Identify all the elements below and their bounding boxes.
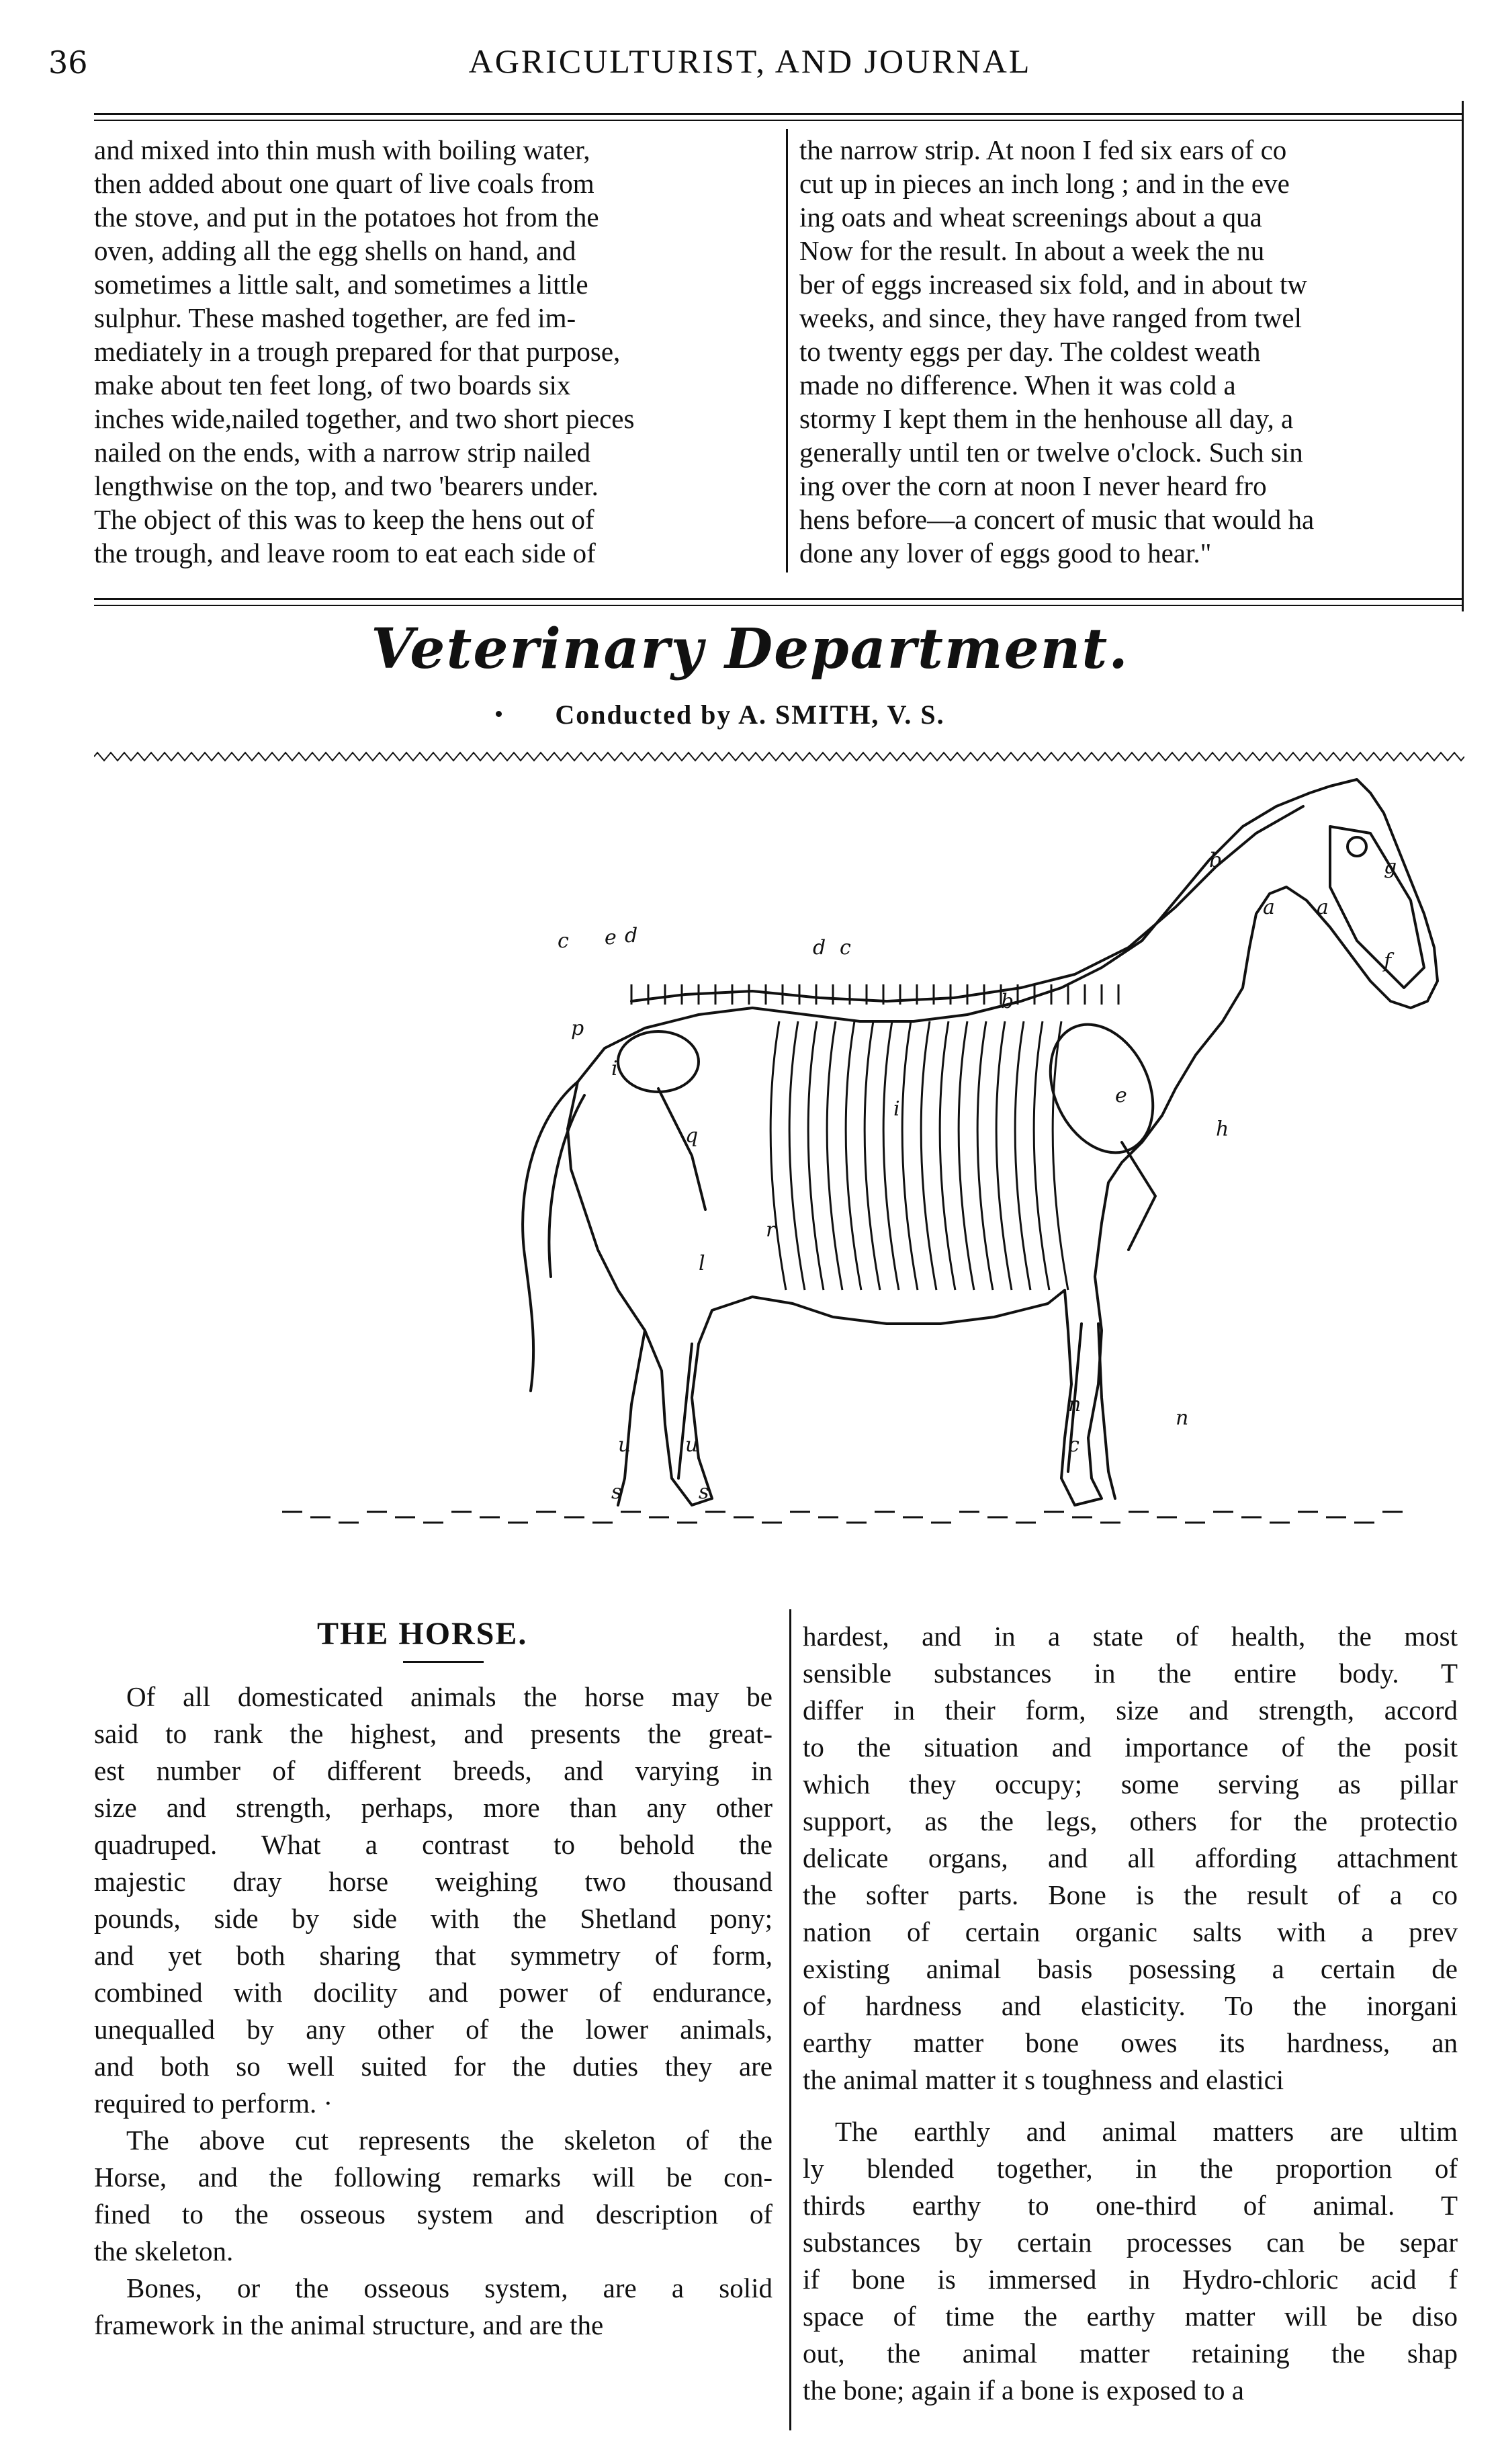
figure-letter: b [1001,990,1014,1013]
figure-letter: a [1263,896,1275,919]
hind-leg [678,1344,692,1478]
figure-letter: e [605,926,617,949]
section-rule [94,605,1463,606]
text-line: the skeleton. [94,2236,234,2266]
rib [1053,1021,1068,1290]
figure-letter: l [699,1252,705,1275]
text-line: size and strength, perhaps, more than any other [94,1792,773,1823]
text-line: done any lover of eggs good to hear." [799,538,1212,568]
column-divider [786,129,788,572]
text-line: hardest, and in a state of health, the most [803,1621,1458,1652]
text-line: sometimes a little salt, and sometimes a little [94,269,588,300]
text-line: thirds earthy to one-third of animal. T [803,2190,1458,2221]
page-number: 36 [48,44,88,81]
article-left-column [94,1679,773,2344]
rib [921,1021,936,1290]
orbit [1348,837,1366,856]
fore-leg [1098,1324,1115,1498]
rib [808,1021,824,1290]
figure-letter: e [1115,1084,1127,1107]
text-line: est number of different breeds, and varying in [94,1755,773,1786]
wavy-rule [94,750,1464,763]
text-line: made no difference. When it was cold a [799,370,1236,400]
text-line: ly blended together, in the proportion of [803,2153,1458,2184]
rib [940,1021,955,1290]
rib [959,1021,974,1290]
article-right-column [803,1618,1458,2409]
text-line: which they occupy; some serving as pillar [803,1769,1458,1799]
figure-letter: g [1384,855,1397,879]
figure-letter: n [1068,1393,1082,1416]
text-line: fined to the osseous system and description of [94,2199,773,2229]
figure-letter: f [1384,949,1392,973]
text-line: combined with docility and power of endurance, [94,1977,773,2008]
figure-letter: i [611,1057,618,1080]
horse-skeleton-illustration [282,766,1478,1599]
figure-letter: c [558,929,569,953]
figure-letter: u [618,1433,631,1457]
section-rule [94,598,1463,600]
text-line: ber of eggs increased six fold, and in about tw [799,269,1308,300]
skull [1330,826,1424,988]
rib [977,1021,993,1290]
top-right-column [799,133,1458,570]
text-line: the softer parts. Bone is the result of a co [803,1879,1458,1910]
pelvis [618,1031,699,1092]
text-line: quadruped. What a contrast to behold the [94,1829,773,1860]
hind-leg [618,1330,645,1505]
text-line: delicate organs, and all affording attachment [803,1842,1458,1873]
figure-letter: q [685,1124,699,1148]
section-byline: Conducted by A. SMITH, V. S. [555,699,945,730]
figure-letter: n [1176,1406,1189,1430]
text-line: sensible substances in the entire body. T [803,1658,1458,1689]
text-line: inches wide,nailed together, and two short pieces [94,403,635,434]
text-line: ing oats and wheat screenings about a qua [799,202,1262,232]
text-line: weeks, and since, they have ranged from twel [799,302,1302,333]
rib [770,1021,786,1290]
figure-letter: b [1209,849,1223,872]
text-line: sulphur. These mashed together, are fed im- [94,302,576,333]
text-line: and both so well suited for the duties they are [94,2051,773,2082]
running-title: AGRICULTURIST, AND JOURNAL [468,42,1032,80]
text-line: the bone; again if a bone is exposed to a [803,2375,1244,2406]
header-rule [94,113,1463,115]
horse-outline [568,779,1438,1505]
figure-letter: a [1317,896,1329,919]
rib [827,1021,842,1290]
text-line: and yet both sharing that symmetry of form, [94,1940,773,1971]
figure-letter: h [1216,1117,1229,1141]
femur [658,1089,705,1209]
figure-letter: d [813,936,826,960]
figure-letter: d [625,924,638,947]
page-edge-rule [1462,101,1464,611]
text-line: stormy I kept them in the henhouse all day, a [799,403,1294,434]
text-line: if bone is immersed in Hydro-chloric acid f [803,2264,1458,2295]
text-line: support, as the legs, others for the protectio [803,1805,1458,1836]
rib [846,1021,861,1290]
rib [996,1021,1012,1290]
text-line: nation of certain organic salts with a prev [803,1916,1458,1947]
text-line: lengthwise on the top, and two 'bearers under. [94,470,599,501]
text-line: ing over the corn at noon I never heard fro [799,470,1267,501]
text-line: Horse, and the following remarks will be con- [94,2162,773,2193]
spine [631,806,1303,1001]
text-line: said to rank the highest, and presents the great- [94,1718,773,1749]
text-line: space of time the earthy matter will be diso [803,2301,1458,2332]
text-line: the narrow strip. At noon I fed six ears of co [799,134,1287,165]
rib [1034,1021,1049,1290]
text-line: the animal matter it s toughness and elastici [803,2064,1284,2095]
text-line: Bones, or the osseous system, are a solid [126,2272,773,2303]
text-line: to twenty eggs per day. The coldest weath [799,336,1261,367]
text-line: nailed on the ends, with a narrow strip nailed [94,437,590,468]
text-line: then added about one quart of live coals from [94,168,594,199]
figure-letter: c [1068,1433,1079,1457]
text-line: of hardness and elasticity. To the inorgani [803,1990,1458,2021]
text-line: and mixed into thin mush with boiling water, [94,134,590,165]
rib [1015,1021,1030,1290]
text-line: generally until ten or twelve o'clock. Such sin [799,437,1303,468]
article-title: THE HORSE. [317,1616,528,1652]
text-line: make about ten feet long, of two boards six [94,370,571,400]
rib [789,1021,805,1290]
text-line: Now for the result. In about a week the nu [799,235,1265,266]
text-line: the trough, and leave room to eat each side of [94,538,596,568]
text-line: required to perform. · [94,2088,333,2119]
text-line: unequalled by any other of the lower animals, [94,2014,773,2045]
figure-letter: u [685,1433,699,1457]
text-line: substances by certain processes can be separ [803,2227,1458,2258]
text-line: hens before—a concert of music that would ha [799,504,1315,535]
text-line: oven, adding all the egg shells on hand, and [94,235,576,266]
horse-tail [549,1095,584,1277]
text-line: cut up in pieces an inch long ; and in the eve [799,168,1290,199]
text-line: mediately in a trough prepared for that purpose, [94,336,621,367]
rib [902,1021,918,1290]
text-line: the stove, and put in the potatoes hot from the [94,202,599,232]
figure-letter: s [699,1480,709,1504]
figure-letter: i [893,1097,900,1121]
text-line: pounds, side by side with the Shetland pony; [94,1903,773,1934]
text-line: earthy matter bone owes its hardness, an [803,2027,1458,2058]
paragraph-gap [803,2098,1458,2113]
rib [883,1021,899,1290]
figure-letter: s [611,1480,622,1504]
top-left-column [94,133,773,570]
text-line: existing animal basis posessing a certain de [803,1953,1458,1984]
rib [865,1021,880,1290]
text-line: The above cut represents the skeleton of the [126,2125,773,2156]
figure-letter: c [840,936,851,960]
title-rule [403,1661,484,1663]
header-rule [94,120,1463,121]
figure-letter: r [766,1218,776,1242]
text-line: The earthly and animal matters are ultim [835,2116,1458,2147]
text-line: differ in their form, size and strength, accord [803,1695,1458,1726]
text-line: framework in the animal structure, and are the [94,2309,604,2340]
text-line: The object of this was to keep the hens out of [94,504,594,535]
figure-letter: p [571,1017,584,1040]
column-divider [789,1609,791,2430]
text-line: majestic dray horse weighing two thousand [94,1866,773,1897]
text-line: Of all domesticated animals the horse may be [126,1681,773,1712]
section-title: Veterinary Department. [371,617,1129,681]
text-line: out, the animal matter retaining the shap [803,2338,1458,2369]
text-line: to the situation and importance of the posit [803,1732,1458,1762]
